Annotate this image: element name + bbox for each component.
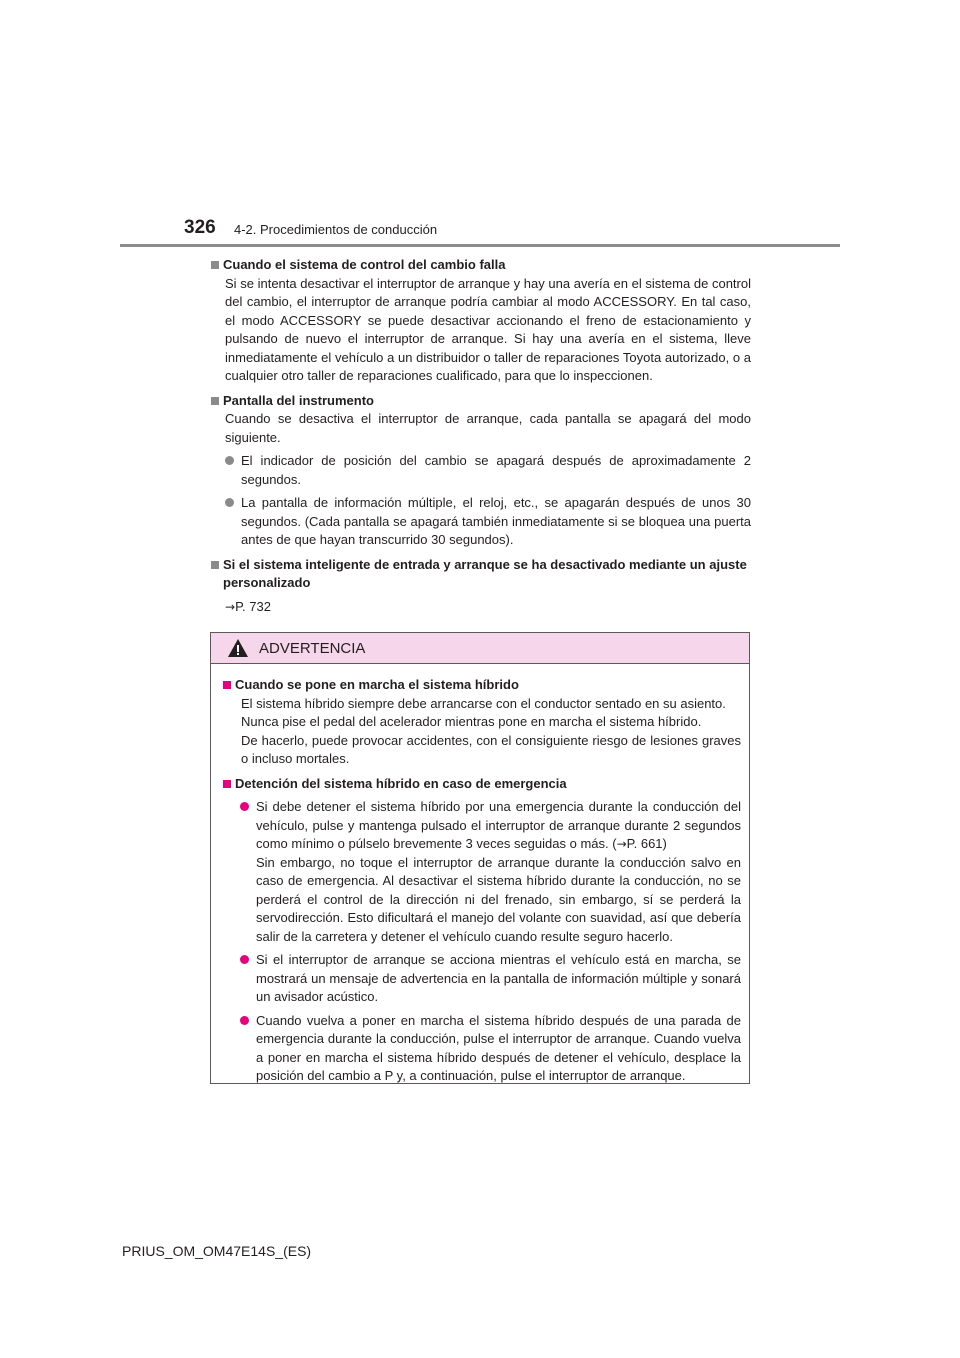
list-item-text: Si el interruptor de arranque se acciona mientras el vehículo está en marcha, se mostrará un mensaje de advertencia en la pantalla de información múltiple y sonará un avisador acústico. <box>256 952 741 1004</box>
warning-triangle-icon <box>227 638 249 658</box>
square-bullet-icon <box>223 681 231 689</box>
body-line: De hacerlo, puede provocar accidentes, con el consiguiente riesgo de lesiones graves o incluso mortales. <box>241 732 741 766</box>
topic-smart-entry-disabled <box>211 556 751 617</box>
warning-body <box>211 664 749 1086</box>
warning-title: ADVERTENCIA <box>259 639 366 657</box>
paragraph <box>256 798 741 854</box>
list-item-text <box>256 798 741 946</box>
round-bullet-icon <box>225 456 234 465</box>
topic-heading <box>211 556 751 593</box>
round-bullet-icon <box>240 955 249 964</box>
section-title: 4-2. Procedimientos de conducción <box>234 222 438 237</box>
square-bullet-icon <box>211 261 219 269</box>
list-item <box>240 951 741 1007</box>
list-item <box>225 452 751 489</box>
topic-body: Si se intenta desactivar el interruptor de arranque y hay una avería en el sistema de control del cambio, el interruptor de arranque podría cambiar al modo ACCESSORY. En tal caso, el modo ACCESSORY se puede desactivar accionando el freno de estacionamiento y pulsando de nuevo el interruptor de arranque. Si hay una avería en el sistema, lleve inmediatamente el vehículo a un distribuidor o taller de reparaciones Toyota autorizado, o a cualquier otro taller de reparaciones cualificado, para que lo inspeccionen. <box>225 275 751 383</box>
topic-title: Cuando se pone en marcha el sistema híbrido <box>235 677 519 692</box>
topic-body <box>241 695 741 769</box>
round-bullet-icon <box>240 1016 249 1025</box>
list-item-text: El indicador de posición del cambio se apagará después de aproximadamente 2 segundos. <box>241 453 751 487</box>
arrow-right-icon: → <box>616 837 627 851</box>
round-bullet-icon <box>240 802 249 811</box>
page-reference-link[interactable] <box>225 598 751 617</box>
square-bullet-icon <box>211 397 219 405</box>
paragraph: Sin embargo, no toque el interruptor de arranque durante la conducción salvo en caso de emergencia. Al desactivar el sistema híbrido durante la conducción, no se perderá el control de la dirección ni del frenado, sin embargo, sí se perderá la servodirección. Esto dificultará el manejo del volante con suavidad, así que debería salir de la carretera y detener el vehículo cuando resulte seguro hacerlo. <box>256 854 741 944</box>
square-bullet-icon <box>223 780 231 788</box>
body-line: Nunca pise el pedal del acelerador mientras pone en marcha el sistema híbrido. <box>241 714 702 729</box>
list-item-text: Cuando vuelva a poner en marcha el sistema híbrido después de una parada de emergencia durante la conducción, pulse el interruptor de arranque. Cuando vuelva a poner en marcha el sistema híbrido después de detener el vehículo, desplace la posición del cambio a P y, a continuación, pulse el interruptor de arranque. <box>256 1012 741 1083</box>
list-item <box>240 798 741 946</box>
topic-heading <box>211 256 751 275</box>
list-item-text: La pantalla de información múltiple, el reloj, etc., se apagarán después de unos 30 segundos. (Cada pantalla se apagará también inmediatamente si se bloquea una puerta antes de que hayan transcurrido 30 segundos). <box>241 495 751 547</box>
topic-instrument-display <box>211 392 751 550</box>
list-item <box>240 1012 741 1086</box>
topic-shift-control-failure <box>211 256 751 386</box>
page-number: 326 <box>184 217 216 238</box>
page-header <box>0 0 960 250</box>
round-bullet-icon <box>225 498 234 507</box>
warning-topic-starting <box>223 676 741 769</box>
square-bullet-icon <box>211 561 219 569</box>
main-content <box>211 256 751 622</box>
topic-heading <box>211 392 751 411</box>
page-reference-text: P. 732 <box>235 598 271 614</box>
page-reference-link[interactable]: P. 661) <box>626 836 667 851</box>
topic-title: Detención del sistema híbrido en caso de emergencia <box>235 775 567 791</box>
topic-heading <box>223 676 741 695</box>
header-divider <box>120 244 840 247</box>
topic-heading <box>223 775 741 794</box>
topic-body: Cuando se desactiva el interruptor de arranque, cada pantalla se apagará del modo siguiente. <box>225 411 751 445</box>
topic-title: Pantalla del instrumento <box>223 392 374 408</box>
warning-box <box>210 632 750 1084</box>
body-line: El sistema híbrido siempre debe arrancarse con el conductor sentado en su asiento. <box>241 695 726 711</box>
topic-title: Cuando el sistema de control del cambio falla <box>223 257 506 272</box>
list-item <box>225 494 751 550</box>
arrow-right-icon: → <box>225 599 236 614</box>
topic-title: Si el sistema inteligente de entrada y arranque se ha desactivado mediante un ajuste personalizado <box>223 556 747 590</box>
document-code: PRIUS_OM_OM47E14S_(ES) <box>122 1243 312 1259</box>
paragraph-text: Si debe detener el sistema híbrido por una emergencia durante la conducción del vehículo, pulse y mantenga pulsado el interruptor de arranque durante 2 segundos como mínimo o púlselo brevemente 3 veces seguidas o más. ( <box>256 799 741 851</box>
warning-topic-emergency-stop <box>223 775 741 1086</box>
warning-header <box>211 633 749 664</box>
